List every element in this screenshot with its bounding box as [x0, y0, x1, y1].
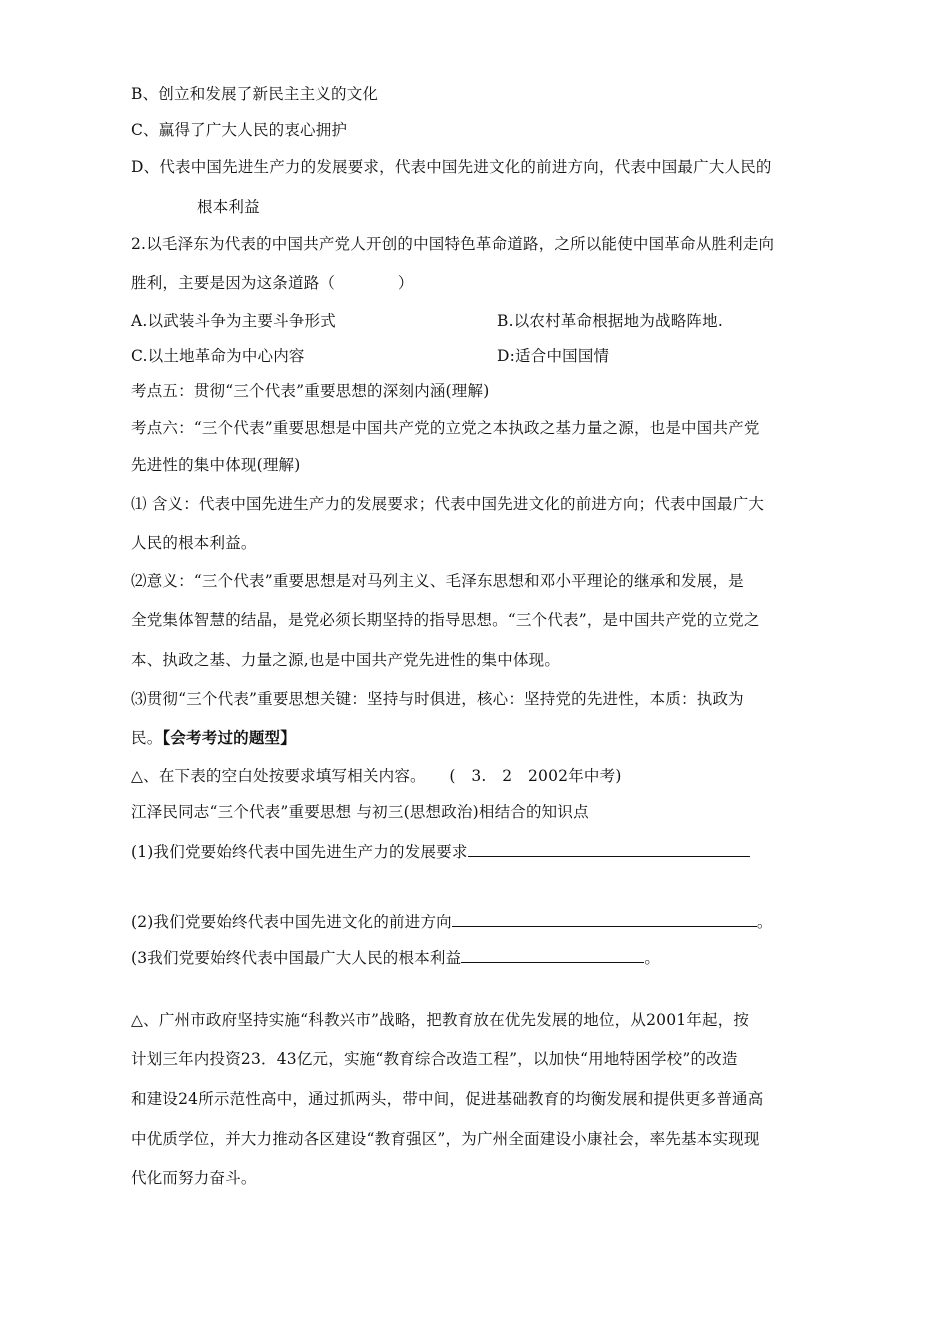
triangle-question-2-line5: 代化而努力奋斗。 [131, 1169, 257, 1187]
triangle-question-2-line2: 计划三年内投资23．43亿元，实施“教育综合改造工程”，以加快“用地特困学校”的改造 [131, 1050, 738, 1068]
fill-item-2-blank[interactable] [452, 910, 757, 927]
option-d-line2: 根本利益 [197, 198, 260, 216]
triangle-question-2-line1: △、广州市政府坚持实施“科教兴市”战略，把教育放在优先发展的地位，从2001年起，按 [131, 1011, 750, 1029]
option-c: C、赢得了广大人民的衷心拥护 [131, 121, 348, 139]
option-b: B、创立和发展了新民主主义的文化 [131, 85, 379, 103]
fill-item-1 [131, 840, 750, 862]
fill-item-2 [131, 910, 773, 932]
significance-line2: 全党集体智慧的结晶，是党必须长期坚持的指导思想。“三个代表”，是中国共产党的立党之 [131, 611, 760, 629]
key-point-6-line2: 先进性的集中体现(理解) [131, 456, 301, 474]
key-point-5: 考点五：贯彻“三个代表”重要思想的深刻内涵(理解) [131, 382, 490, 400]
key-point-6-line1: 考点六：“三个代表”重要思想是中国共产党的立党之本执政之基力量之源，也是中国共产党 [131, 419, 760, 437]
question-2-option-b: B.以农村革命根据地为战略阵地. [497, 312, 723, 330]
fill-item-1-blank[interactable] [468, 840, 750, 857]
option-d-line1: D、代表中国先进生产力的发展要求，代表中国先进文化的前进方向，代表中国最广大人民的 [131, 158, 772, 176]
question-2-line2: 胜利，主要是因为这条道路（ ） [131, 274, 414, 292]
triangle-question-2-line4: 中优质学位，并大力推动各区建设“教育强区”，为广州全面建设小康社会，率先基本实现现 [131, 1130, 760, 1148]
fill-item-3-text: (3我们党要始终代表中国最广大人民的根本利益 [131, 949, 462, 967]
meaning-line1: ⑴ 含义：代表中国先进生产力的发展要求；代表中国先进文化的前进方向；代表中国最广大 [131, 495, 765, 513]
significance-line3: 本、执政之基、力量之源,也是中国共产党先进性的集中体现。 [131, 651, 561, 669]
triangle-question-1-subtitle: 江泽民同志“三个代表”重要思想 与初三(思想政治)相结合的知识点 [131, 803, 589, 821]
fill-item-3-blank[interactable] [461, 946, 644, 963]
question-2-option-c: C.以土地革命为中心内容 [131, 347, 305, 365]
question-2-option-d: D:适合中国国情 [497, 347, 610, 365]
question-2-option-a: A.以武装斗争为主要斗争形式 [131, 312, 336, 330]
fill-item-3 [131, 946, 660, 968]
exam-section-heading: 【会考考过的题型】 [162, 728, 296, 747]
implement-line2 [131, 728, 296, 748]
fill-item-2-text: (2)我们党要始终代表中国先进文化的前进方向 [131, 913, 452, 931]
triangle-question-2-line3: 和建设24所示范性高中，通过抓两头，带中间，促进基础教育的均衡发展和提供更多普通高 [131, 1090, 764, 1108]
question-2-line1: 2.以毛泽东为代表的中国共产党人开创的中国特色革命道路，之所以能使中国革命从胜利走向 [131, 235, 775, 253]
fill-item-3-period: 。 [644, 949, 661, 967]
fill-item-1-text: (1)我们党要始终代表中国先进生产力的发展要求 [131, 843, 468, 861]
significance-line1: ⑵意义：“三个代表”重要思想是对马列主义、毛泽东思想和邓小平理论的继承和发展，是 [131, 572, 744, 590]
meaning-line2: 人民的根本利益。 [131, 534, 257, 552]
triangle-question-1: △、在下表的空白处按要求填写相关内容。 ( 3. 2 2002年中考) [131, 767, 622, 785]
fill-item-2-period: 。 [756, 913, 773, 931]
implement-line2-text: 民。 [131, 729, 163, 747]
implement-line1: ⑶贯彻“三个代表”重要思想关键：坚持与时俱进，核心：坚持党的先进性，本质：执政为 [131, 690, 744, 708]
